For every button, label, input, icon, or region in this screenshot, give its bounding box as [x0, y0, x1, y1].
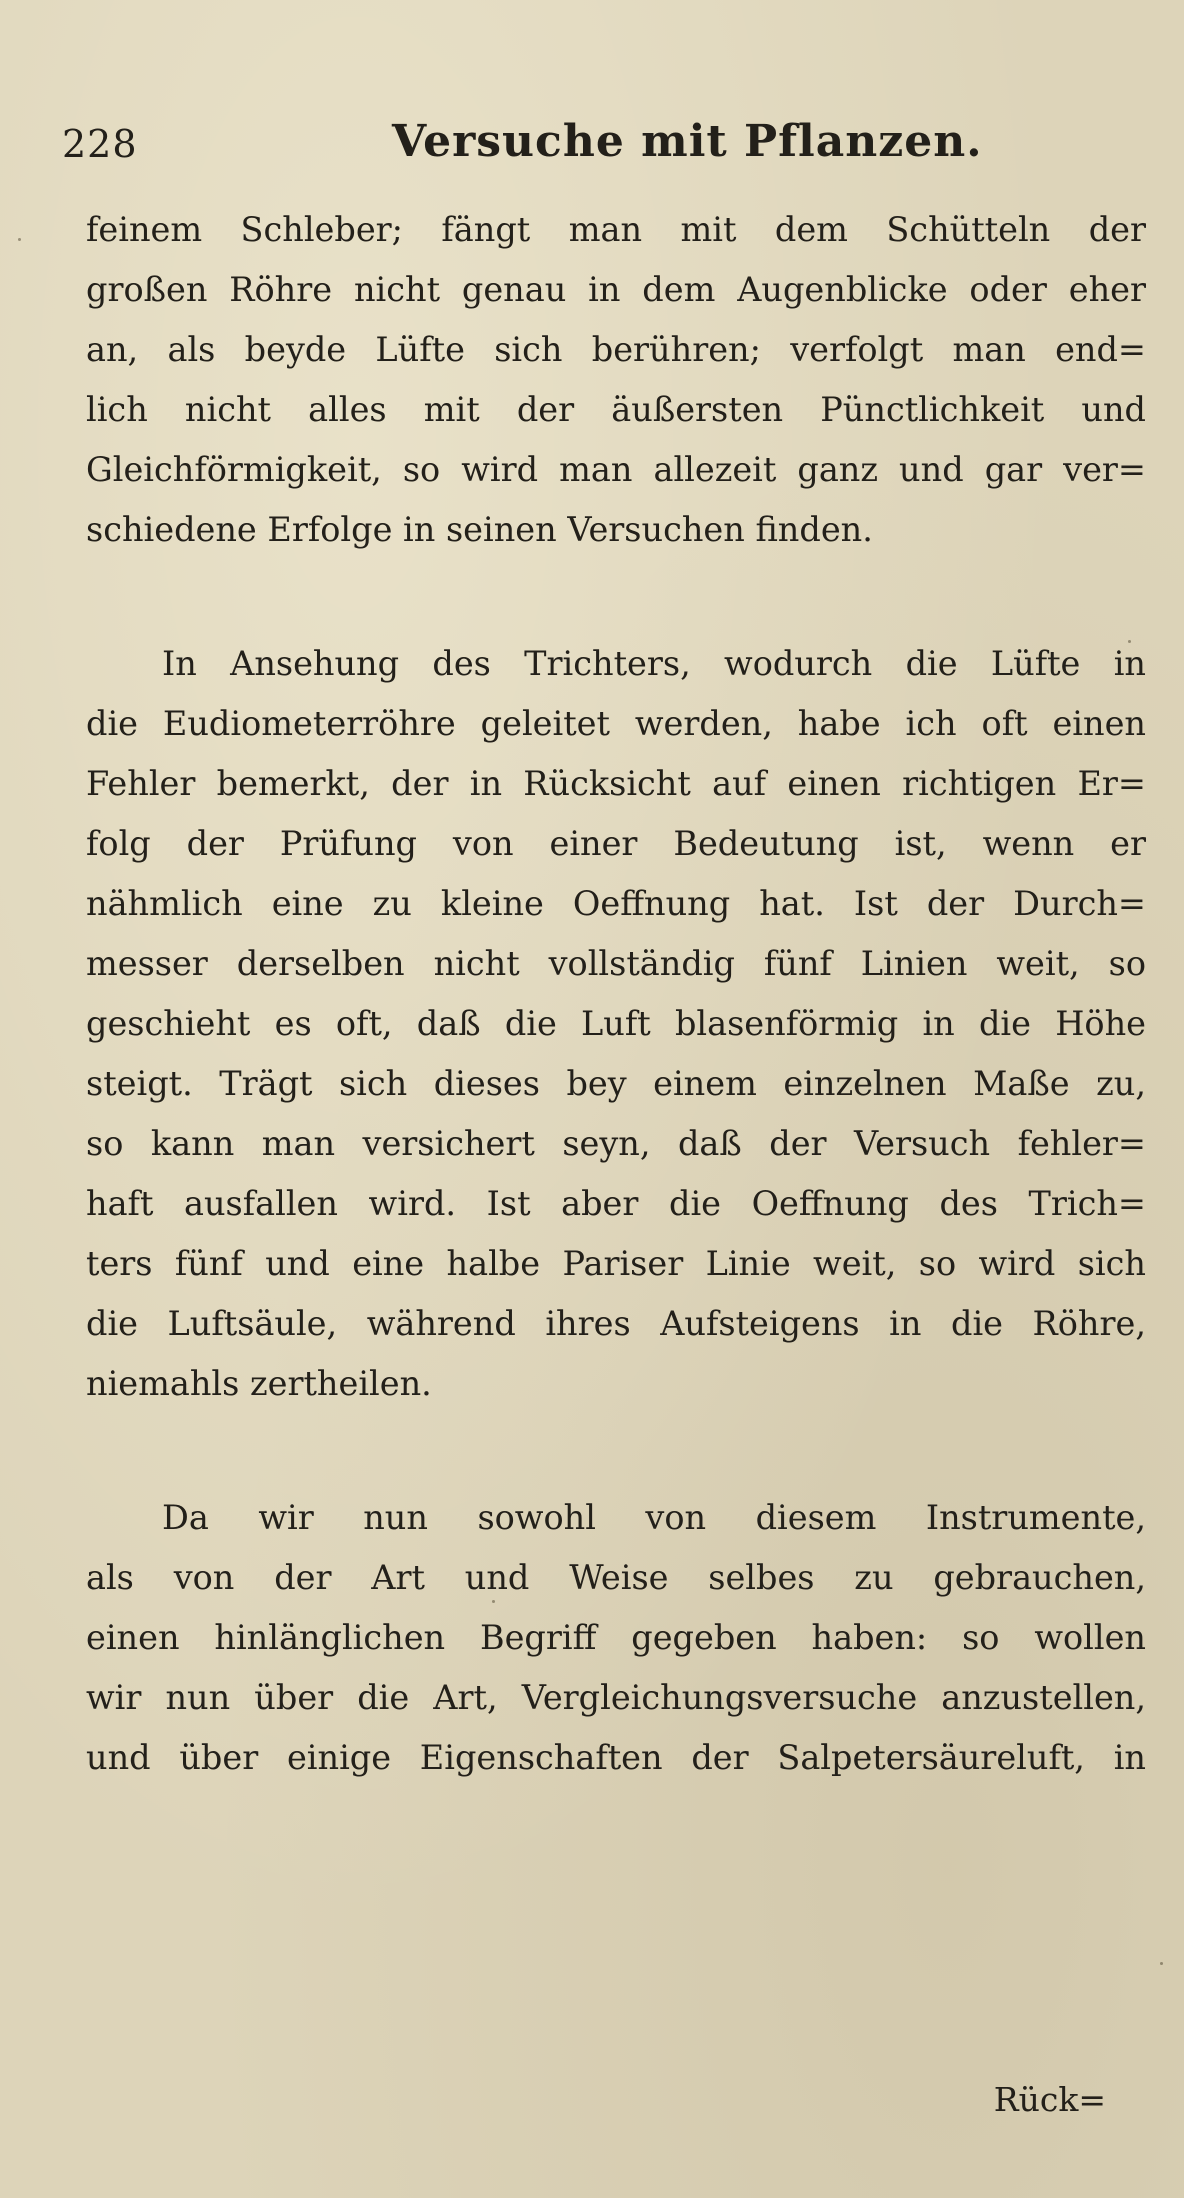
paragraph-gap — [86, 560, 1146, 634]
text-line: die Luftsäule, während ihres Aufsteigens in die Röhre, — [86, 1304, 1146, 1343]
paragraph-gap — [86, 1414, 1146, 1488]
running-title: Versuche mit Pflanzen. — [392, 116, 983, 167]
catchword: Rück= — [993, 2080, 1106, 2119]
text-line: niemahls zertheilen. — [86, 1364, 432, 1403]
text-line: folg der Prüfung von einer Bedeutung ist, wenn er — [86, 824, 1146, 863]
page-header — [62, 108, 1122, 178]
text-line: feinem Schleber; fängt man mit dem Schütteln der — [86, 210, 1146, 249]
text-line: In Ansehung des Trichters, wodurch die Lüfte in — [162, 644, 1146, 683]
paper-speck — [18, 238, 21, 241]
paper-speck — [372, 1694, 375, 1697]
page-number: 228 — [62, 122, 138, 166]
text-line: großen Röhre nicht genau in dem Augenblicke oder eher — [86, 270, 1146, 309]
text-line: nähmlich eine zu kleine Oeffnung hat. Ist der Durch= — [86, 884, 1146, 923]
text-line: Da wir nun sowohl von diesem Instrumente, — [162, 1498, 1146, 1537]
text-line: Gleichförmigkeit, so wird man allezeit ganz und gar ver= — [86, 450, 1146, 489]
text-line: so kann man versichert seyn, daß der Versuch fehler= — [86, 1124, 1146, 1163]
paragraph-1 — [86, 200, 1146, 560]
paper-speck — [1160, 1962, 1163, 1965]
text-line: haft ausfallen wird. Ist aber die Oeffnung des Trich= — [86, 1184, 1146, 1223]
paragraph-2 — [86, 634, 1146, 1414]
text-line: die Eudiometerröhre geleitet werden, habe ich oft einen — [86, 704, 1146, 743]
text-line: wir nun über die Art, Vergleichungsversuche anzustellen, — [86, 1678, 1146, 1717]
paper-speck — [1128, 640, 1131, 643]
text-line: ters fünf und eine halbe Pariser Linie weit, so wird sich — [86, 1244, 1146, 1283]
paragraph-3 — [86, 1488, 1146, 1788]
text-line: als von der Art und Weise selbes zu gebrauchen, — [86, 1558, 1146, 1597]
text-line: und über einige Eigenschaften der Salpetersäureluft, in — [86, 1738, 1146, 1777]
text-line: einen hinlänglichen Begriff gegeben haben: so wollen — [86, 1618, 1146, 1657]
text-line: an, als beyde Lüfte sich berühren; verfolgt man end= — [86, 330, 1146, 369]
text-line: messer derselben nicht vollständig fünf Linien weit, so — [86, 944, 1146, 983]
text-line: schiedene Erfolge in seinen Versuchen finden. — [86, 510, 873, 549]
paper-speck — [492, 1600, 495, 1603]
text-line: lich nicht alles mit der äußersten Pünctlichkeit und — [86, 390, 1146, 429]
text-line: geschieht es oft, daß die Luft blasenförmig in die Höhe — [86, 1004, 1146, 1043]
text-line: Fehler bemerkt, der in Rücksicht auf einen richtigen Er= — [86, 764, 1146, 803]
body-text — [86, 200, 1146, 1788]
text-line: steigt. Trägt sich dieses bey einem einzelnen Maße zu, — [86, 1064, 1146, 1103]
